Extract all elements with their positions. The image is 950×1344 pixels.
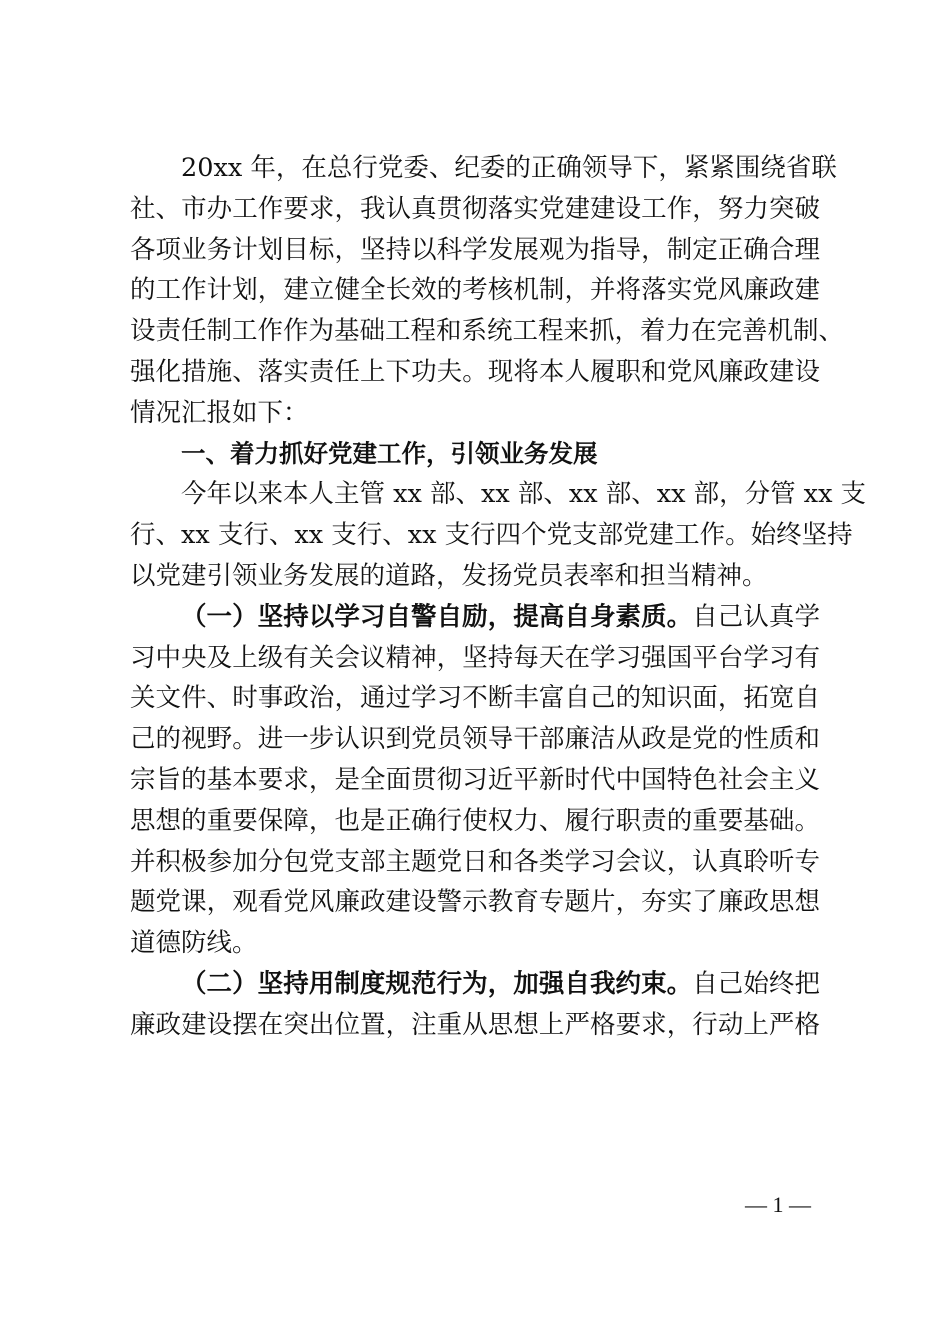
subsection-1-line: 习中央及上级有关会议精神，坚持每天在学习强国平台学习有 — [130, 642, 820, 673]
subsection-1-line: 题党课，观看党风廉政建设警示教育专题片，夯实了廉政思想 — [130, 887, 820, 918]
subsection-1-line: 道德防线。 — [130, 928, 258, 959]
subsection-1-line: 宗旨的基本要求，是全面贯彻习近平新时代中国特色社会主义 — [130, 764, 820, 795]
document-body — [130, 148, 867, 1046]
subsection-2-line: 廉政建设摆在突出位置，注重从思想上严格要求，行动上严格 — [130, 1009, 820, 1040]
subsection-2-first-rest: 自己始终把 — [692, 968, 820, 999]
subsection-2-paragraph — [130, 964, 820, 1046]
subsection-2-first-line — [130, 964, 820, 1005]
subsection-1-line: 己的视野。进一步认识到党员领导干部廉洁从政是党的性质和 — [130, 724, 820, 755]
subsection-2-title: （二）坚持用制度规范行为，加强自我约束。 — [181, 968, 693, 999]
intro-paragraph — [130, 148, 845, 434]
subsection-1-paragraph — [130, 597, 820, 964]
intro-line: 情况汇报如下： — [130, 397, 309, 428]
intro-line: 20xx 年，在总行党委、纪委的正确领导下，紧紧围绕省联 — [181, 153, 837, 183]
section-heading-1: 一、着力抓好党建工作，引领业务发展 — [181, 438, 598, 468]
subsection-1-first-line — [130, 597, 820, 638]
intro-line: 的工作计划，建立健全长效的考核机制，并将落实党风廉政建 — [130, 275, 820, 306]
section1-line: 行、xx 支行、xx 支行、xx 支行四个党支部党建工作。始终坚持 — [130, 520, 853, 551]
intro-line: 各项业务计划目标，坚持以科学发展观为指导，制定正确合理 — [130, 234, 820, 265]
page-number: — 1 — — [745, 1192, 811, 1217]
subsection-1-title: （一）坚持以学习自警自励，提高自身素质。 — [181, 601, 693, 632]
intro-line: 强化措施、落实责任上下功夫。现将本人履职和党风廉政建设 — [130, 356, 820, 387]
intro-line: 设责任制工作作为基础工程和系统工程来抓，着力在完善机制、 — [130, 316, 845, 347]
section1-line: 今年以来本人主管 xx 部、xx 部、xx 部、xx 部，分管 xx 支 — [181, 479, 867, 510]
subsection-1-line: 思想的重要保障，也是正确行使权力、履行职责的重要基础。 — [130, 805, 820, 836]
subsection-1-line: 并积极参加分包党支部主题党日和各类学习会议，认真聆听专 — [130, 846, 820, 877]
subsection-1-first-rest: 自己认真学 — [692, 601, 820, 632]
intro-line: 社、市办工作要求，我认真贯彻落实党建建设工作，努力突破 — [130, 193, 820, 224]
section1-line: 以党建引领业务发展的道路，发扬党员表率和担当精神。 — [130, 560, 768, 591]
section1-paragraph — [130, 474, 867, 596]
subsection-1-line: 关文件、时事政治，通过学习不断丰富自己的知识面，拓宽自 — [130, 683, 820, 714]
